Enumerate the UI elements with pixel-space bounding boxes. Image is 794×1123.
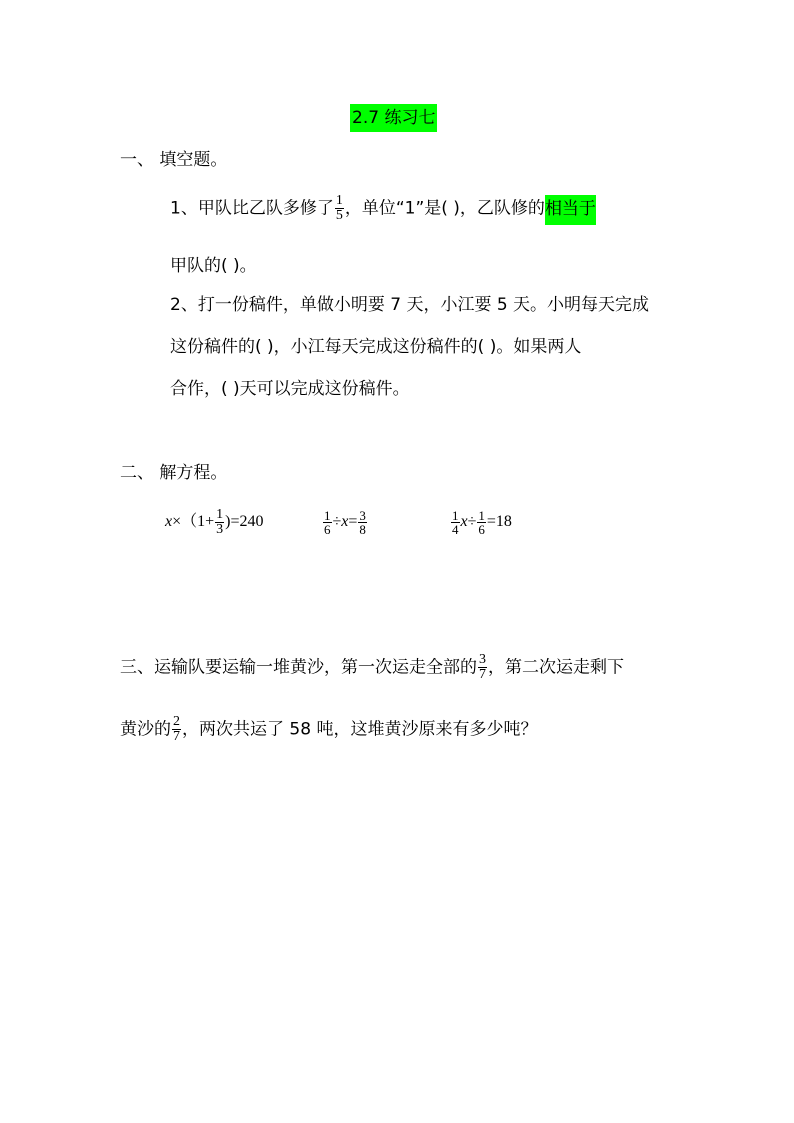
eq3-fraction-1 xyxy=(451,509,460,536)
q1-highlight: 相当于 xyxy=(545,195,596,225)
equation-1 xyxy=(165,504,264,540)
q1-fraction xyxy=(335,194,344,223)
question-1-line-2: 甲队的( )。 xyxy=(170,256,257,276)
eq3-numerator-1: 1 xyxy=(452,507,459,523)
wp-text-d: ，两次共运了 58 吨，这堆黄沙原来有多少吨？ xyxy=(182,719,538,740)
word-problem-line-2 xyxy=(120,715,537,744)
question-2-line-3: 合作，( )天可以完成这份稿件。 xyxy=(170,379,410,399)
section-heading-fill-blank: 一、 填空题。 xyxy=(120,150,228,170)
eq1-tail: )=240 xyxy=(225,513,264,530)
q1-fraction-denominator: 5 xyxy=(335,208,343,223)
eq2-equals: = xyxy=(348,513,358,530)
eq2-fraction-2 xyxy=(358,509,367,536)
wp-fraction-1-denominator: 7 xyxy=(479,667,486,682)
eq3-variable: x xyxy=(460,513,468,530)
wp-text-a: 三、运输队要运输一堆黄沙，第一次运走全部的 xyxy=(120,657,477,678)
wp-fraction-2 xyxy=(172,715,181,744)
wp-fraction-1 xyxy=(478,653,487,682)
wp-fraction-1-numerator: 3 xyxy=(479,652,486,667)
q1-text-b: ，单位“1”是( )，乙队修的 xyxy=(344,198,545,219)
eq2-numerator-1: 1 xyxy=(324,507,331,523)
question-1-line-1 xyxy=(170,194,596,223)
page-title: 2.7 练习七 xyxy=(350,104,437,132)
eq2-numerator-2: 3 xyxy=(359,507,366,523)
eq2-operator: ÷ xyxy=(332,513,342,530)
eq2-denominator-1: 6 xyxy=(324,521,331,537)
eq3-denominator-2: 6 xyxy=(478,521,485,537)
wp-fraction-2-numerator: 2 xyxy=(173,714,180,729)
eq1-operator: ×（1+ xyxy=(172,513,215,530)
equation-3 xyxy=(450,504,512,540)
word-problem-line-1 xyxy=(120,653,624,682)
eq3-fraction-2 xyxy=(477,509,486,536)
equation-2 xyxy=(322,504,368,540)
q1-text-a: 1、甲队比乙队多修了 xyxy=(170,198,334,219)
q1-fraction-numerator: 1 xyxy=(335,193,343,208)
eq2-denominator-2: 8 xyxy=(359,521,366,537)
eq3-numerator-2: 1 xyxy=(478,507,485,523)
eq1-numerator: 1 xyxy=(216,506,224,522)
eq3-denominator-1: 4 xyxy=(452,521,459,537)
eq2-fraction-1 xyxy=(323,509,332,536)
wp-fraction-2-denominator: 7 xyxy=(173,729,180,744)
question-2-line-2: 这份稿件的( )，小江每天完成这份稿件的( )。如果两人 xyxy=(170,337,582,357)
wp-text-b: ，第二次运走剩下 xyxy=(488,657,624,678)
eq1-fraction xyxy=(215,508,224,537)
eq3-tail: =18 xyxy=(486,513,512,530)
wp-text-c: 黄沙的 xyxy=(120,719,171,740)
eq1-variable: x xyxy=(165,513,173,530)
question-2-line-1: 2、打一份稿件，单做小明要 7 天，小江要 5 天。小明每天完成 xyxy=(170,295,650,315)
section-heading-solve-equations: 二、 解方程。 xyxy=(120,463,228,483)
eq1-denominator: 3 xyxy=(216,521,224,537)
eq2-variable: x xyxy=(341,513,349,530)
eq3-operator: ÷ xyxy=(467,513,477,530)
